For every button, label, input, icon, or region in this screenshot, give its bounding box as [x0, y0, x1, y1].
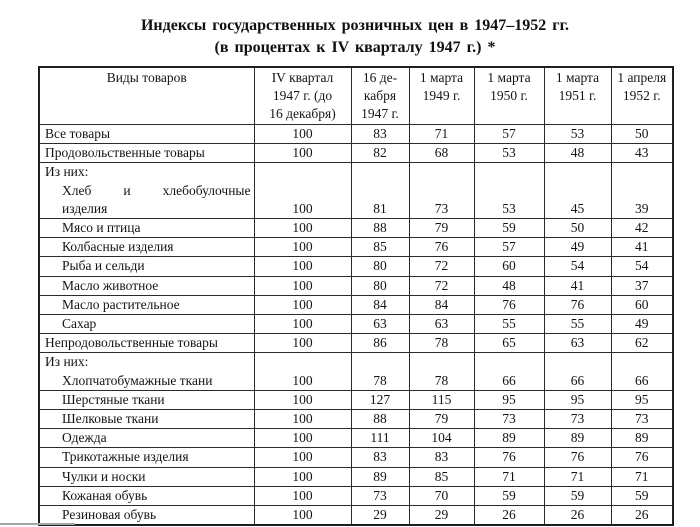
value-cell: 26	[474, 506, 544, 526]
column-header-line: 1951 г.	[558, 88, 597, 103]
value-cell: 42	[611, 219, 673, 238]
value-cell: 72	[409, 257, 474, 276]
value-cell: 55	[544, 315, 611, 334]
column-header-line: 1950 г.	[490, 88, 528, 103]
row-label-cell	[39, 238, 254, 257]
value-cell: 100	[254, 295, 351, 314]
value-cell: 95	[544, 390, 611, 409]
column-header-cell	[351, 67, 409, 125]
value-cell: 60	[474, 257, 544, 276]
table-row	[39, 125, 673, 144]
column-header-line: IV квартал	[271, 70, 334, 85]
value-cell: 76	[474, 448, 544, 467]
value-cell: 86	[351, 334, 409, 353]
value-cell: 111	[351, 429, 409, 448]
column-header-cell	[254, 67, 351, 125]
value-cell: 68	[409, 144, 474, 163]
value-cell: 89	[611, 429, 673, 448]
row-label-line: Шелковые ткани	[62, 411, 159, 427]
value-cell: 76	[544, 448, 611, 467]
value-cell: 63	[544, 334, 611, 353]
value-cell: 89	[474, 429, 544, 448]
value-cell: 100	[254, 276, 351, 295]
value-cell: 73	[351, 486, 409, 505]
table-row	[39, 448, 673, 467]
value-cell: 71	[544, 467, 611, 486]
value-cell: 37	[611, 276, 673, 295]
value-cell: 54	[611, 257, 673, 276]
row-label-line: Шерстяные ткани	[62, 391, 165, 407]
row-label-line: Резиновая обувь	[62, 507, 157, 523]
column-header-line: 1 марта	[487, 70, 531, 85]
row-label-line: Непродовольственные товары	[45, 335, 218, 351]
value-cell: 26	[544, 506, 611, 526]
row-label-line: Мясо и птица	[62, 220, 141, 236]
value-cell: 84	[351, 295, 409, 314]
row-label-cell	[39, 315, 254, 334]
table-row	[39, 315, 673, 334]
table-row	[39, 353, 673, 390]
table-row	[39, 390, 673, 409]
table-row	[39, 219, 673, 238]
value-cell: 76	[409, 238, 474, 257]
row-label-line: Чулки и носки	[62, 468, 146, 484]
value-cell: 100	[254, 429, 351, 448]
value-cell: 59	[474, 486, 544, 505]
row-label-cell	[39, 448, 254, 467]
value-cell: 65	[474, 334, 544, 353]
value-cell: 63	[409, 315, 474, 334]
table-row	[39, 467, 673, 486]
row-label-line: Одежда	[62, 430, 107, 446]
row-label-line: Хлеб и хлебобулочные	[62, 182, 251, 198]
price-index-table	[38, 66, 674, 526]
table-row	[39, 276, 673, 295]
value-cell: 76	[544, 295, 611, 314]
value-cell: 100	[254, 163, 351, 219]
value-cell: 73	[611, 410, 673, 429]
value-cell: 95	[474, 390, 544, 409]
column-header-line: 16 декабря)	[269, 106, 336, 121]
column-header-line: 1947 г. (до	[272, 88, 333, 103]
value-cell: 29	[351, 506, 409, 526]
row-label-cell	[39, 125, 254, 144]
column-header-cell	[474, 67, 544, 125]
value-cell: 72	[409, 276, 474, 295]
value-cell: 55	[474, 315, 544, 334]
row-label-cell	[39, 257, 254, 276]
value-cell: 53	[474, 163, 544, 219]
header-row	[39, 67, 673, 125]
value-cell: 83	[409, 448, 474, 467]
column-header-line: 1 апреля	[617, 70, 667, 85]
row-label-cell	[39, 219, 254, 238]
value-cell: 100	[254, 334, 351, 353]
value-cell: 62	[611, 334, 673, 353]
row-label-cell	[39, 353, 254, 390]
value-cell: 100	[254, 467, 351, 486]
value-cell: 63	[351, 315, 409, 334]
value-cell: 71	[474, 467, 544, 486]
value-cell: 88	[351, 219, 409, 238]
title-line-2: (в процентах к IV кварталу 1947 г.) *	[214, 39, 496, 56]
value-cell: 50	[544, 219, 611, 238]
value-cell: 59	[474, 219, 544, 238]
row-label-line: Трикотажные изделия	[62, 449, 189, 465]
value-cell: 79	[409, 410, 474, 429]
value-cell: 57	[474, 125, 544, 144]
table-title	[38, 15, 672, 59]
value-cell: 127	[351, 390, 409, 409]
value-cell: 89	[544, 429, 611, 448]
table-row	[39, 410, 673, 429]
row-label-line: Сахар	[62, 316, 97, 332]
value-cell: 83	[351, 448, 409, 467]
value-cell: 73	[544, 410, 611, 429]
value-cell: 71	[611, 467, 673, 486]
row-label-line: изделия	[62, 200, 108, 216]
value-cell: 82	[351, 144, 409, 163]
value-cell: 73	[474, 410, 544, 429]
value-cell: 115	[409, 390, 474, 409]
value-cell: 70	[409, 486, 474, 505]
value-cell: 73	[409, 163, 474, 219]
row-label-cell	[39, 410, 254, 429]
price-table-body	[39, 125, 673, 526]
table-row	[39, 506, 673, 526]
value-cell: 100	[254, 410, 351, 429]
value-cell: 100	[254, 315, 351, 334]
table-row	[39, 295, 673, 314]
table-row	[39, 257, 673, 276]
value-cell: 100	[254, 448, 351, 467]
row-label-cell	[39, 334, 254, 353]
value-cell: 29	[409, 506, 474, 526]
value-cell: 49	[544, 238, 611, 257]
row-label-cell	[39, 429, 254, 448]
value-cell: 100	[254, 238, 351, 257]
value-cell: 26	[611, 506, 673, 526]
column-header-line: 16 де-	[362, 70, 398, 85]
value-cell: 76	[474, 295, 544, 314]
column-header-cell	[544, 67, 611, 125]
row-label-cell	[39, 144, 254, 163]
value-cell: 66	[544, 353, 611, 390]
row-label-line: Кожаная обувь	[62, 487, 148, 503]
value-cell: 100	[254, 125, 351, 144]
value-cell: 78	[409, 353, 474, 390]
table-row	[39, 429, 673, 448]
table-row	[39, 144, 673, 163]
title-line-1: Индексы государственных розничных цен в 1947–1952 гг.	[140, 17, 570, 34]
value-cell: 95	[611, 390, 673, 409]
row-label-cell	[39, 295, 254, 314]
row-label-cell	[39, 467, 254, 486]
row-label-cell	[39, 390, 254, 409]
column-header-line: 1947 г.	[361, 106, 399, 121]
value-cell: 78	[409, 334, 474, 353]
column-header-line: кабря	[363, 88, 397, 103]
row-label-line: Из них:	[45, 164, 89, 180]
cutoff-element	[0, 523, 75, 525]
value-cell: 76	[611, 448, 673, 467]
value-cell: 59	[544, 486, 611, 505]
row-label-cell	[39, 163, 254, 219]
value-cell: 48	[474, 276, 544, 295]
value-cell: 100	[254, 506, 351, 526]
value-cell: 84	[409, 295, 474, 314]
value-cell: 85	[351, 238, 409, 257]
table-row	[39, 238, 673, 257]
column-header-line: Виды товаров	[106, 70, 187, 85]
value-cell: 39	[611, 163, 673, 219]
value-cell: 43	[611, 144, 673, 163]
value-cell: 66	[611, 353, 673, 390]
value-cell: 100	[254, 390, 351, 409]
value-cell: 100	[254, 219, 351, 238]
row-label-line: Хлопчатобумажные ткани	[62, 372, 213, 388]
value-cell: 48	[544, 144, 611, 163]
value-cell: 100	[254, 486, 351, 505]
value-cell: 41	[611, 238, 673, 257]
value-cell: 100	[254, 257, 351, 276]
value-cell: 59	[611, 486, 673, 505]
value-cell: 78	[351, 353, 409, 390]
value-cell: 100	[254, 144, 351, 163]
value-cell: 54	[544, 257, 611, 276]
row-label-line: Масло животное	[62, 277, 159, 293]
value-cell: 79	[409, 219, 474, 238]
row-label-line: Масло растительное	[62, 296, 180, 312]
row-label-line: Все товары	[45, 126, 111, 141]
row-label-line: Из них:	[45, 354, 89, 370]
column-header-line: 1949 г.	[422, 88, 461, 103]
value-cell: 89	[351, 467, 409, 486]
value-cell: 53	[544, 125, 611, 144]
value-cell: 83	[351, 125, 409, 144]
row-label-cell	[39, 276, 254, 295]
table-row	[39, 486, 673, 505]
column-header-line: 1952 г.	[622, 88, 661, 103]
value-cell: 81	[351, 163, 409, 219]
value-cell: 53	[474, 144, 544, 163]
column-header-line: 1 марта	[555, 70, 600, 85]
value-cell: 80	[351, 257, 409, 276]
value-cell: 100	[254, 353, 351, 390]
row-label-line: Рыба и сельди	[62, 258, 145, 274]
row-label-cell	[39, 486, 254, 505]
value-cell: 45	[544, 163, 611, 219]
value-cell: 71	[409, 125, 474, 144]
value-cell: 50	[611, 125, 673, 144]
value-cell: 88	[351, 410, 409, 429]
table-header	[39, 67, 673, 125]
table-row	[39, 163, 673, 219]
value-cell: 85	[409, 467, 474, 486]
row-label-line: Продовольственные товары	[45, 145, 205, 161]
value-cell: 66	[474, 353, 544, 390]
row-label-line: Колбасные изделия	[62, 239, 174, 255]
value-cell: 80	[351, 276, 409, 295]
value-cell: 49	[611, 315, 673, 334]
table-row	[39, 334, 673, 353]
value-cell: 60	[611, 295, 673, 314]
column-header-cell	[611, 67, 673, 125]
column-header-cell	[39, 67, 254, 125]
column-header-cell	[409, 67, 474, 125]
value-cell: 41	[544, 276, 611, 295]
value-cell: 104	[409, 429, 474, 448]
value-cell: 57	[474, 238, 544, 257]
column-header-line: 1 марта	[419, 70, 464, 85]
